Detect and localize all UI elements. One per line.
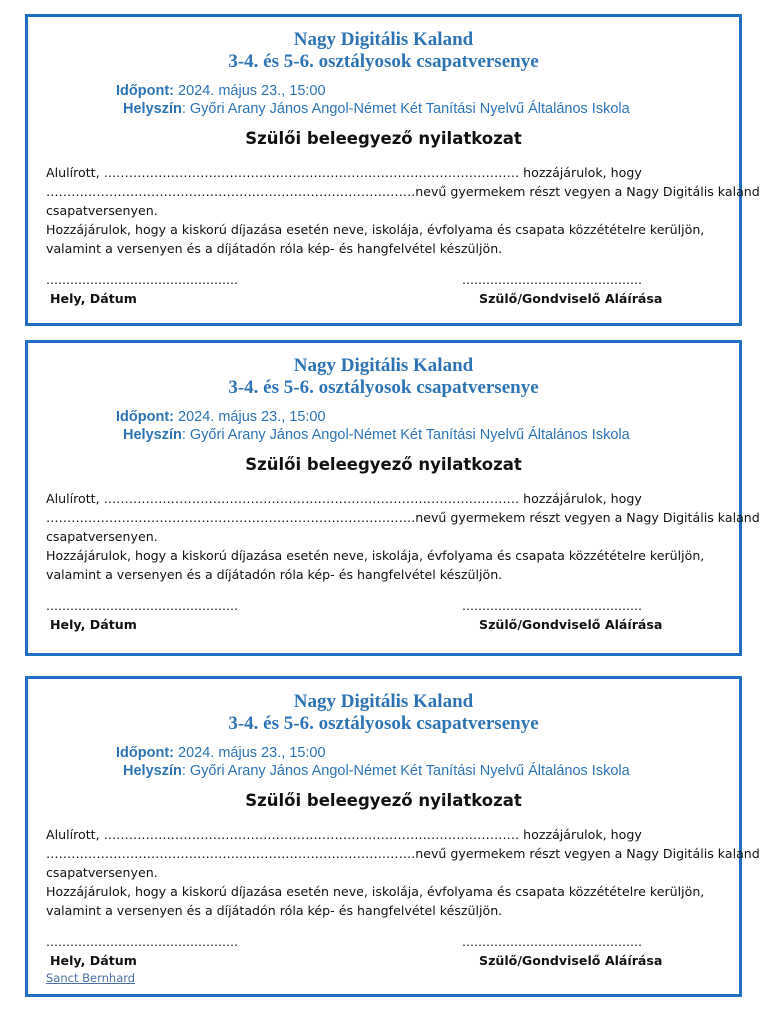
- place-date-blank: …………………………………………: [46, 935, 238, 949]
- form-title: Nagy Digitális Kaland: [293, 355, 474, 376]
- consent-form-3: [25, 676, 760, 997]
- place-label: Helyszín: [123, 101, 182, 117]
- event-place: [123, 426, 630, 444]
- body-line: valamint a versenyen és a díjátadón róla kép- és hangfelvétel készüljön.: [46, 903, 503, 918]
- body-line: csapatversenyen.: [46, 529, 158, 544]
- signature-blank: ………………………………………: [462, 273, 642, 287]
- place-label: Helyszín: [123, 763, 182, 779]
- consent-form-2: [25, 340, 760, 656]
- date-label: Időpont:: [116, 409, 174, 425]
- footer-link[interactable]: Sanct Bernhard: [46, 971, 136, 985]
- date-label: Időpont:: [116, 83, 174, 99]
- signature-label: Szülő/Gondviselő Aláírása: [479, 291, 663, 306]
- place-value: : Győri Arany János Angol-Német Két Tanítási Nyelvű Általános Iskola: [181, 101, 630, 117]
- body-line: …………………………………………………………………………….nevű gyermekem részt vegyen a Nagy Digitális kaland: [46, 510, 760, 525]
- body-line: valamint a versenyen és a díjátadón róla kép- és hangfelvétel készüljön.: [46, 241, 503, 256]
- signature-label: Szülő/Gondviselő Aláírása: [479, 953, 663, 968]
- signature-blank: ………………………………………: [462, 599, 642, 613]
- body-line: Hozzájárulok, hogy a kiskorú díjazása esetén neve, iskolája, évfolyama és csapata közzétételre kerüljön,: [46, 884, 705, 899]
- event-date: [116, 408, 326, 426]
- place-date-label: Hely, Dátum: [50, 953, 137, 968]
- body-line: Hozzájárulok, hogy a kiskorú díjazása esetén neve, iskolája, évfolyama és csapata közzétételre kerüljön,: [46, 548, 705, 563]
- body-line: csapatversenyen.: [46, 865, 158, 880]
- form-heading: Szülői beleegyező nyilatkozat: [245, 791, 522, 810]
- event-place: [123, 100, 630, 118]
- form-title: Nagy Digitális Kaland: [293, 29, 474, 50]
- body-line: Alulírott, ……………………………………………………………………………………… hozzájárulok, hogy: [46, 827, 642, 842]
- place-date-blank: …………………………………………: [46, 599, 238, 613]
- form-heading: Szülői beleegyező nyilatkozat: [245, 129, 522, 148]
- place-date-label: Hely, Dátum: [50, 617, 137, 632]
- form-subtitle: 3-4. és 5-6. osztályosok csapatversenye: [228, 713, 539, 734]
- form-body: [46, 489, 760, 584]
- place-label: Helyszín: [123, 427, 182, 443]
- event-date: [116, 744, 326, 762]
- body-line: valamint a versenyen és a díjátadón róla kép- és hangfelvétel készüljön.: [46, 567, 503, 582]
- body-line: Alulírott, ……………………………………………………………………………………… hozzájárulok, hogy: [46, 165, 642, 180]
- form-title: Nagy Digitális Kaland: [293, 691, 474, 712]
- body-line: Hozzájárulok, hogy a kiskorú díjazása esetén neve, iskolája, évfolyama és csapata közzétételre kerüljön,: [46, 222, 705, 237]
- consent-form-1: [25, 14, 760, 326]
- signature-label: Szülő/Gondviselő Aláírása: [479, 617, 663, 632]
- body-line: csapatversenyen.: [46, 203, 158, 218]
- form-body: [46, 825, 760, 920]
- event-place: [123, 762, 630, 780]
- date-value: 2024. május 23., 15:00: [178, 83, 326, 99]
- form-subtitle: 3-4. és 5-6. osztályosok csapatversenye: [228, 377, 539, 398]
- body-line: …………………………………………………………………………….nevű gyermekem részt vegyen a Nagy Digitális kaland: [46, 846, 760, 861]
- event-date: [116, 82, 326, 100]
- date-value: 2024. május 23., 15:00: [178, 409, 326, 425]
- body-line: Alulírott, ……………………………………………………………………………………… hozzájárulok, hogy: [46, 491, 642, 506]
- place-value: : Győri Arany János Angol-Német Két Tanítási Nyelvű Általános Iskola: [181, 427, 630, 443]
- date-value: 2024. május 23., 15:00: [178, 745, 326, 761]
- place-date-label: Hely, Dátum: [50, 291, 137, 306]
- place-date-blank: …………………………………………: [46, 273, 238, 287]
- body-line: …………………………………………………………………………….nevű gyermekem részt vegyen a Nagy Digitális kaland: [46, 184, 760, 199]
- form-heading: Szülői beleegyező nyilatkozat: [245, 455, 522, 474]
- date-label: Időpont:: [116, 745, 174, 761]
- signature-blank: ………………………………………: [462, 935, 642, 949]
- form-subtitle: 3-4. és 5-6. osztályosok csapatversenye: [228, 51, 539, 72]
- place-value: : Győri Arany János Angol-Német Két Tanítási Nyelvű Általános Iskola: [181, 763, 630, 779]
- form-body: [46, 163, 760, 258]
